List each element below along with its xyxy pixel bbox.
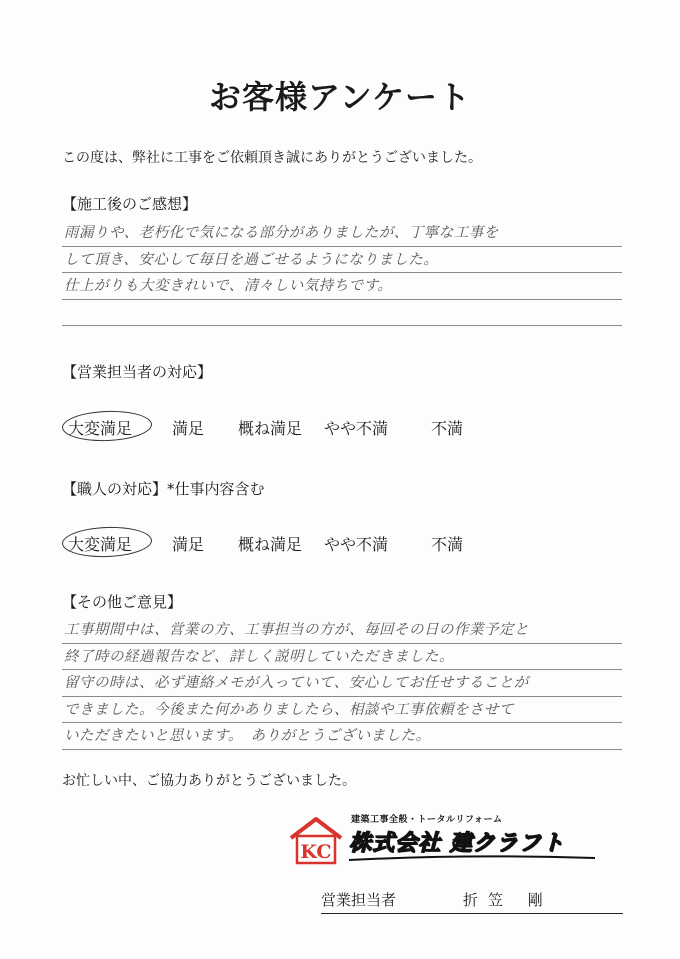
sales-rating [62,411,532,441]
impression-heading: 【施工後のご感想】 [62,195,198,213]
impression-line: して頂き、安心して毎日を過ごせるようになりました。 [62,247,622,274]
impression-answer [62,220,622,326]
logo-mark: KC [300,841,332,863]
logo-swoosh-icon [347,852,597,866]
craftsman-heading: 【職人の対応】*仕事内容含む [62,480,265,498]
impression-line: 雨漏りや、老朽化で気になる部分がありましたが、丁寧な工事を [62,220,622,247]
page-title: お客様アンケート [208,78,472,116]
other-line: できました。今後また何かありましたら、相談や工事依頼をさせて [62,697,622,724]
rating-option: 概ね満足 [238,535,303,554]
company-name: 株式会社 建クラフト [349,831,565,856]
other-line: 終了時の経過報告など、詳しく説明していただきました。 [62,644,622,671]
impression-line: 仕上がりも大変きれいで、清々しい気持ちです。 [62,273,622,300]
company-logo [287,812,607,872]
other-line: いただきたいと思います。 ありがとうございました。 [62,723,622,750]
sales-heading: 【営業担当者の対応】 [62,363,213,381]
rating-option: 大変満足 [68,535,133,554]
signature-line [321,889,623,914]
other-heading: 【その他ご意見】 [62,593,183,611]
craftsman-rating [62,527,532,557]
company-tagline: 建築工事全般・トータルリフォーム [351,815,503,825]
rating-option: 不満 [431,535,464,554]
rating-option: 満足 [172,535,205,554]
rating-option: やや不満 [324,535,389,554]
rating-option: 概ね満足 [238,419,303,438]
other-line: 留守の時は、必ず連絡メモが入っていて、安心してお任せすることが [62,670,622,697]
impression-line [62,300,622,327]
other-line: 工事期間中は、営業の方、工事担当の方が、毎回その日の作業予定と [62,617,622,644]
rating-option: 不満 [431,419,464,438]
signature-name: 折笠 剛 [463,891,553,909]
rating-option: やや不満 [324,419,389,438]
rating-option: 満足 [172,419,205,438]
signature-role: 営業担当者 [321,891,397,909]
house-logo-icon [287,816,345,866]
closing-text: お忙しい中、ご協力ありがとうございました。 [62,773,356,789]
rating-option: 大変満足 [68,419,133,438]
other-answer [62,617,622,750]
intro-text: この度は、弊社に工事をご依頼頂き誠にありがとうございました。 [62,150,482,166]
